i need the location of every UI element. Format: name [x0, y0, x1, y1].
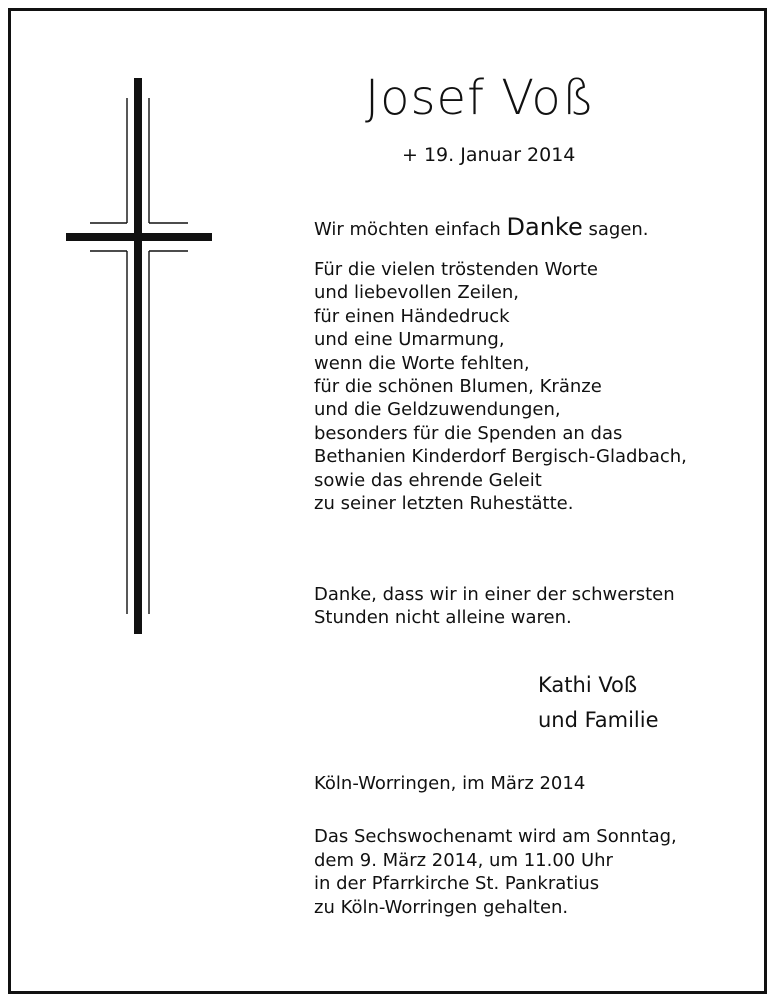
poem-line: Bethanien Kinderdorf Bergisch-Gladbach,	[314, 446, 687, 468]
poem-line: besonders für die Spenden an das	[314, 422, 623, 444]
mass-line: zu Köln-Worringen gehalten.	[314, 896, 569, 918]
poem-line: für die schönen Blumen, Kränze	[314, 376, 602, 398]
poem-line: für einen Händedruck	[314, 305, 510, 327]
closing-line: Danke, dass wir in einer der schwersten	[314, 584, 675, 605]
mass-notice-block	[314, 825, 677, 919]
poem-line: und die Geldzuwendungen,	[314, 399, 561, 421]
poem-line: sowie das ehrende Geleit	[314, 469, 542, 491]
thanks-word: Danke	[506, 213, 583, 241]
cross-horizontal-bar	[66, 233, 212, 241]
closing-block	[314, 583, 675, 630]
cross-icon	[66, 78, 212, 634]
poem-line: und liebevollen Zeilen,	[314, 282, 520, 304]
signature-line: und Familie	[538, 708, 659, 732]
thanks-end: sagen.	[588, 219, 649, 240]
cross-vertical-bar	[134, 78, 142, 634]
poem-block	[314, 258, 687, 515]
signature-block	[538, 668, 659, 738]
thanks-line	[314, 212, 649, 245]
poem-line: Für die vielen tröstenden Worte	[314, 259, 598, 280]
mass-line: Das Sechswochenamt wird am Sonntag,	[314, 826, 677, 847]
mass-line: in der Pfarrkirche St. Pankratius	[314, 873, 600, 894]
poem-line: und eine Umarmung,	[314, 329, 505, 351]
signature-line: Kathi Voß	[538, 673, 638, 697]
poem-line: wenn die Worte fehlten,	[314, 352, 530, 374]
poem-line: zu seiner letzten Ruhestätte.	[314, 493, 574, 515]
mass-line: dem 9. März 2014, um 11.00 Uhr	[314, 849, 613, 871]
death-date: + 19. Januar 2014	[402, 144, 576, 166]
place-date: Köln-Worringen, im März 2014	[314, 773, 586, 794]
deceased-name: Josef Voß	[365, 70, 596, 126]
closing-line: Stunden nicht alleine waren.	[314, 607, 572, 629]
thanks-intro: Wir möchten einfach	[314, 219, 501, 240]
